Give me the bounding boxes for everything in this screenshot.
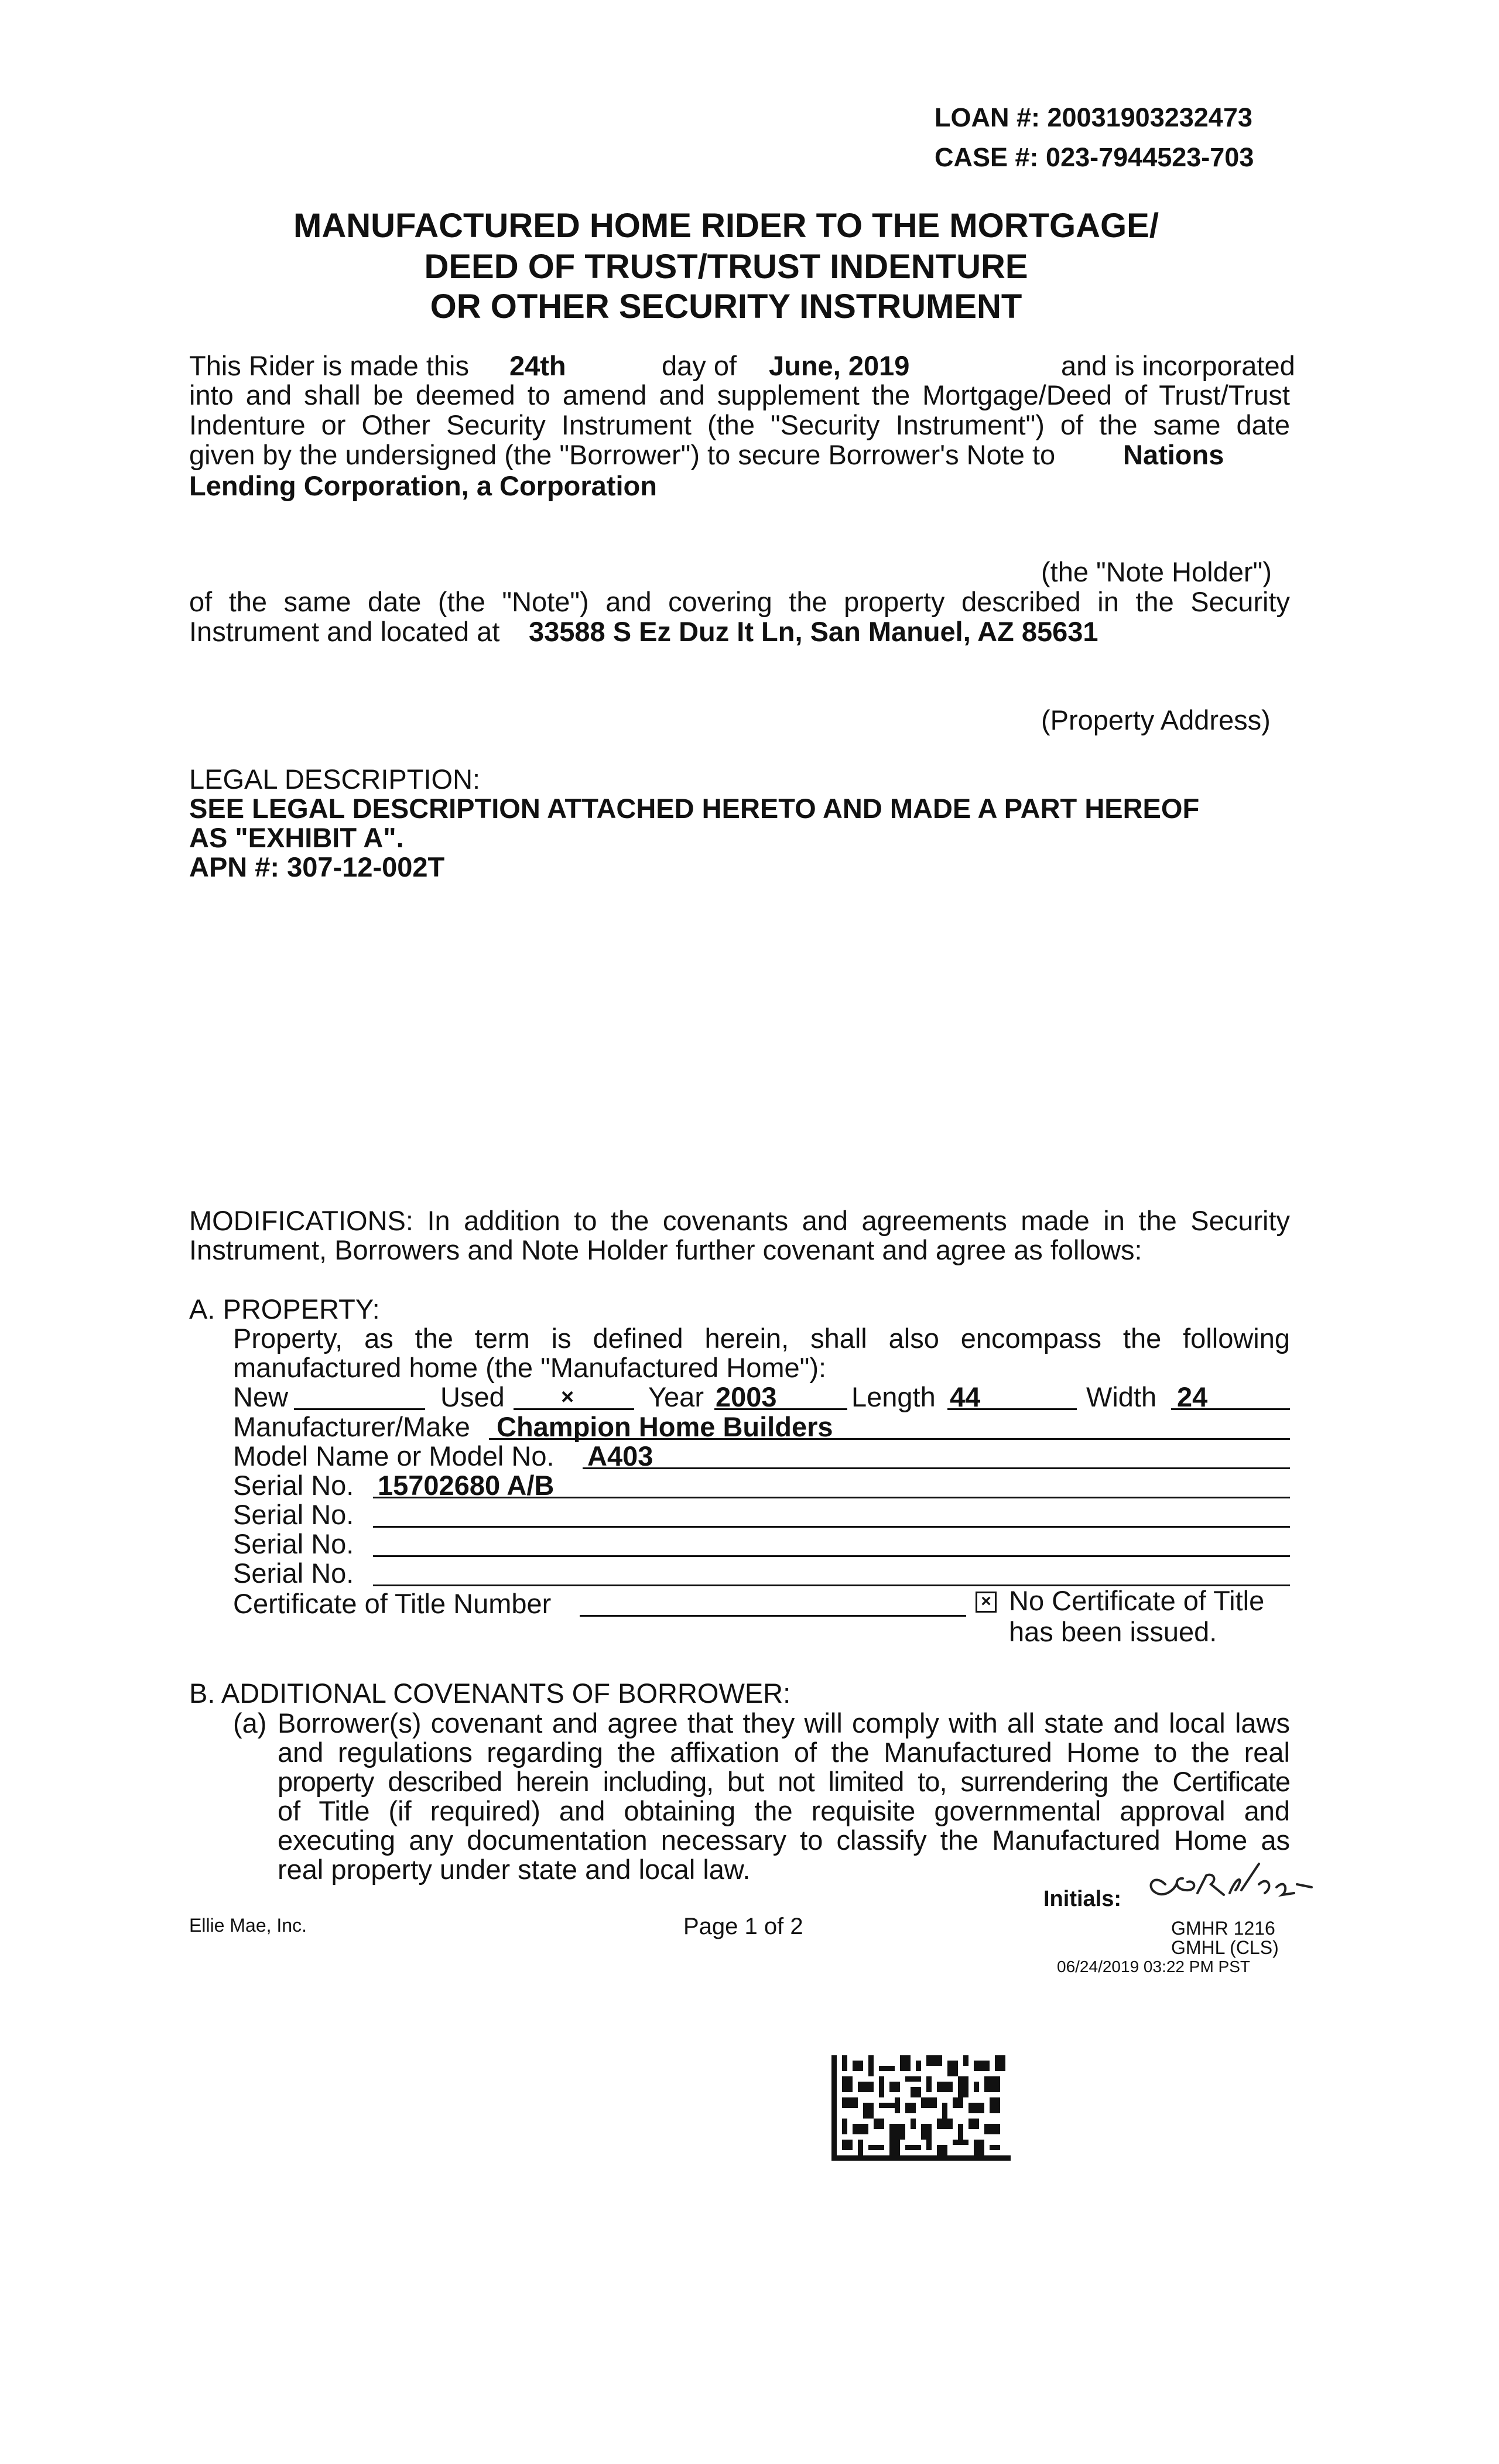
covenant-a-label: (a) (233, 1707, 267, 1739)
length-value: 44 (950, 1381, 981, 1412)
intro-incorporated: and is incorporated (1061, 350, 1295, 381)
serial-blank-3 (373, 1555, 1290, 1557)
new-blank (294, 1408, 425, 1410)
covenant-a-line5: executing any documentation necessary to classify the Manufactured Home as (278, 1825, 1290, 1856)
initials-label: Initials: (1043, 1887, 1122, 1911)
length-label: Length (851, 1381, 936, 1412)
serial-blank-2 (373, 1526, 1290, 1528)
covenant-a-line3: property described herein including, but not limited to, surrendering the Certificate (278, 1766, 1290, 1797)
legal-description-label: LEGAL DESCRIPTION: (189, 764, 481, 795)
year-label: Year (648, 1381, 704, 1412)
no-certificate-checkbox[interactable] (976, 1592, 997, 1613)
modifications-line2: Instrument, Borrowers and Note Holder further covenant and agree as follows: (189, 1234, 1142, 1265)
document-barcode (831, 2055, 1011, 2161)
no-certificate-check-mark: × (976, 1592, 997, 1613)
intro-line3: Indenture or Other Security Instrument (the "Security Instrument") of the same date (189, 409, 1290, 440)
serial-label-3: Serial No. (233, 1528, 354, 1559)
width-label: Width (1086, 1381, 1157, 1412)
page-title-line3: OR OTHER SECURITY INSTRUMENT (430, 288, 1022, 326)
intro-line7: Instrument and located at (189, 616, 500, 647)
manufacturer-value: Champion Home Builders (497, 1411, 833, 1442)
covenant-a-line6: real property under state and local law. (278, 1854, 751, 1885)
no-certificate-label-line2: has been issued. (1009, 1616, 1217, 1647)
form-code-1: GMHR 1216 (1171, 1918, 1275, 1939)
width-value: 24 (1177, 1381, 1208, 1412)
intro-day-of: day of (662, 350, 737, 381)
manufacturer-label: Manufacturer/Make (233, 1411, 470, 1442)
initials-signature (1142, 1861, 1317, 1914)
property-line1: Property, as the term is defined herein, shall also encompass the following (233, 1323, 1290, 1354)
used-label: Used (440, 1381, 505, 1412)
property-address: 33588 S Ez Duz It Ln, San Manuel, AZ 85631 (529, 616, 1098, 647)
page-title: MANUFACTURED HOME RIDER TO THE MORTGAGE/ (293, 207, 1159, 245)
modifications-line1: MODIFICATIONS: In addition to the covenants and agreements made in the Security (189, 1205, 1290, 1236)
serial-label-4: Serial No. (233, 1558, 354, 1589)
lender-name-a: Nations (1123, 439, 1224, 470)
page-number: Page 1 of 2 (683, 1914, 803, 1939)
legal-description-line1: SEE LEGAL DESCRIPTION ATTACHED HERETO AND MADE A PART HEREOF (189, 793, 1200, 824)
page-title-line2: DEED OF TRUST/TRUST INDENTURE (424, 248, 1028, 286)
property-heading: A. PROPERTY: (189, 1293, 380, 1325)
footer-company: Ellie Mae, Inc. (189, 1915, 307, 1936)
case-number: CASE #: 023-7944523-703 (935, 142, 1254, 172)
form-code-2: GMHL (CLS) (1171, 1937, 1279, 1958)
rider-day: 24th (509, 350, 566, 381)
property-line2: manufactured home (the "Manufactured Home"): (233, 1352, 827, 1383)
intro-line6: of the same date (the "Note") and covering the property described in the Security (189, 586, 1290, 617)
print-timestamp: 06/24/2019 03:22 PM PST (1057, 1957, 1250, 1976)
loan-number: LOAN #: 20031903232473 (935, 102, 1252, 132)
serial-label-1: Serial No. (233, 1470, 354, 1501)
covenants-heading: B. ADDITIONAL COVENANTS OF BORROWER: (189, 1678, 791, 1709)
used-mark: × (561, 1385, 574, 1409)
rider-date: June, 2019 (769, 350, 910, 381)
serial-value-1: 15702680 A/B (378, 1470, 555, 1501)
note-holder-label: (the "Note Holder") (1041, 556, 1272, 587)
apn-number: APN #: 307-12-002T (189, 851, 445, 882)
model-blank (583, 1467, 1290, 1469)
covenant-a-line2: and regulations regarding the affixation of the Manufactured Home to the real (278, 1737, 1290, 1768)
intro-line4: given by the undersigned (the "Borrower") to secure Borrower's Note to (189, 439, 1056, 470)
property-address-label: (Property Address) (1041, 704, 1271, 735)
certificate-label: Certificate of Title Number (233, 1588, 552, 1619)
certificate-blank (580, 1615, 966, 1617)
model-label: Model Name or Model No. (233, 1440, 555, 1471)
intro-line2: into and shall be deemed to amend and supplement the Mortgage/Deed of Trust/Trust (189, 379, 1290, 410)
no-certificate-label-line1: No Certificate of Title (1009, 1585, 1265, 1616)
serial-label-2: Serial No. (233, 1499, 354, 1530)
lender-name-b: Lending Corporation, a Corporation (189, 470, 657, 501)
covenant-a-line4: of Title (if required) and obtaining the requisite governmental approval and (278, 1795, 1290, 1826)
model-value: A403 (587, 1440, 653, 1471)
year-value: 2003 (716, 1381, 777, 1412)
intro-made-this: This Rider is made this (189, 350, 469, 381)
legal-description-line2: AS "EXHIBIT A". (189, 822, 404, 853)
covenant-a-line1: Borrower(s) covenant and agree that they will comply with all state and local laws (278, 1707, 1290, 1739)
new-label: New (233, 1381, 289, 1412)
